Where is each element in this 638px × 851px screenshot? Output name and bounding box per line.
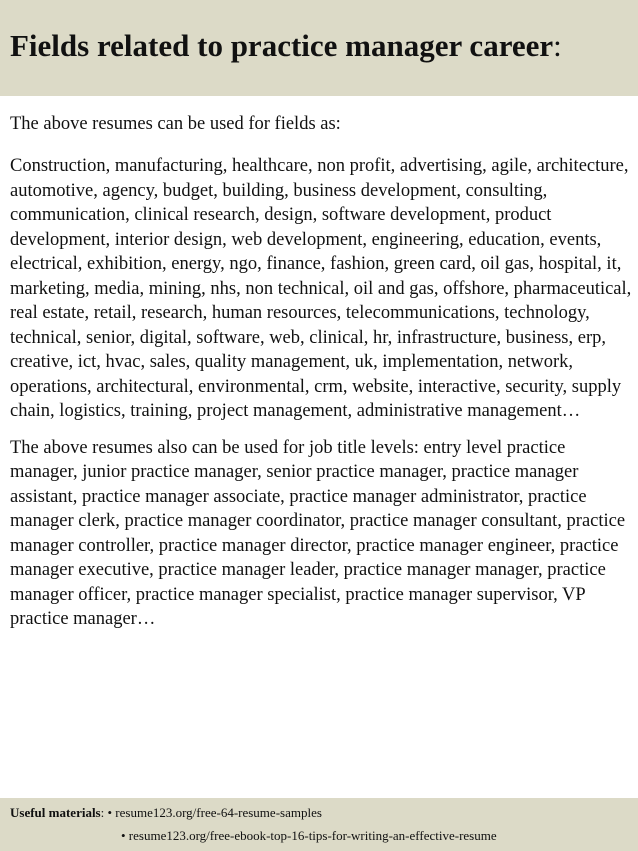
page-title — [10, 26, 562, 66]
fields-paragraph: Construction, manufacturing, healthcare, non profit, advertising, agile, architecture, automotive, agency, budget, building, business development, consulting, communication, clinical research, design, software development, product development, interior design, web development, engineering, education, events, electrical, exhibition, energy, ngo, finance, fashion, green card, oil gas, hospital, it, marketing, media, mining, nhs, non technical, oil and gas, offshore, pharmaceutical, real estate, retail, research, human resources, telecommunications, technology, technical, senior, digital, software, web, clinical, hr, infrastructure, business, erp, creative, ict, hvac, sales, quality management, uk, implementation, network, operations, architectural, environmental, crm, website, interactive, security, supply chain, logistics, training, project management, administrative management… — [10, 156, 632, 421]
footer-row-1 — [10, 803, 322, 823]
intro-text: The above resumes can be used for fields as: — [10, 114, 341, 134]
footer-banner — [0, 798, 638, 851]
page-title-text: Fields related to practice manager career — [10, 28, 554, 63]
job-levels-paragraph: The above resumes also can be used for job title levels: entry level practice manager, junior practice manager, senior practice manager, practice manager assistant, practice manager associate, practice manager administrator, practice manager clerk, practice manager coordinator, practice manager consultant, practice manager controller, practice manager director, practice manager engineer, practice manager executive, practice manager leader, practice manager manager, practice manager officer, practice manager specialist, practice manager supervisor, VP practice manager… — [10, 437, 626, 629]
footer-label: Useful materials — [10, 805, 101, 820]
header-banner — [0, 0, 638, 96]
page-title-colon: : — [553, 28, 562, 63]
footer-link-ebook[interactable]: • resume123.org/free-ebook-top-16-tips-for-writing-an-effective-resume — [121, 828, 497, 843]
main-content — [10, 112, 632, 632]
footer-row-2 — [121, 826, 497, 846]
footer-separator: : — [100, 805, 108, 820]
footer-link-samples[interactable]: • resume123.org/free-64-resume-samples — [107, 805, 322, 820]
